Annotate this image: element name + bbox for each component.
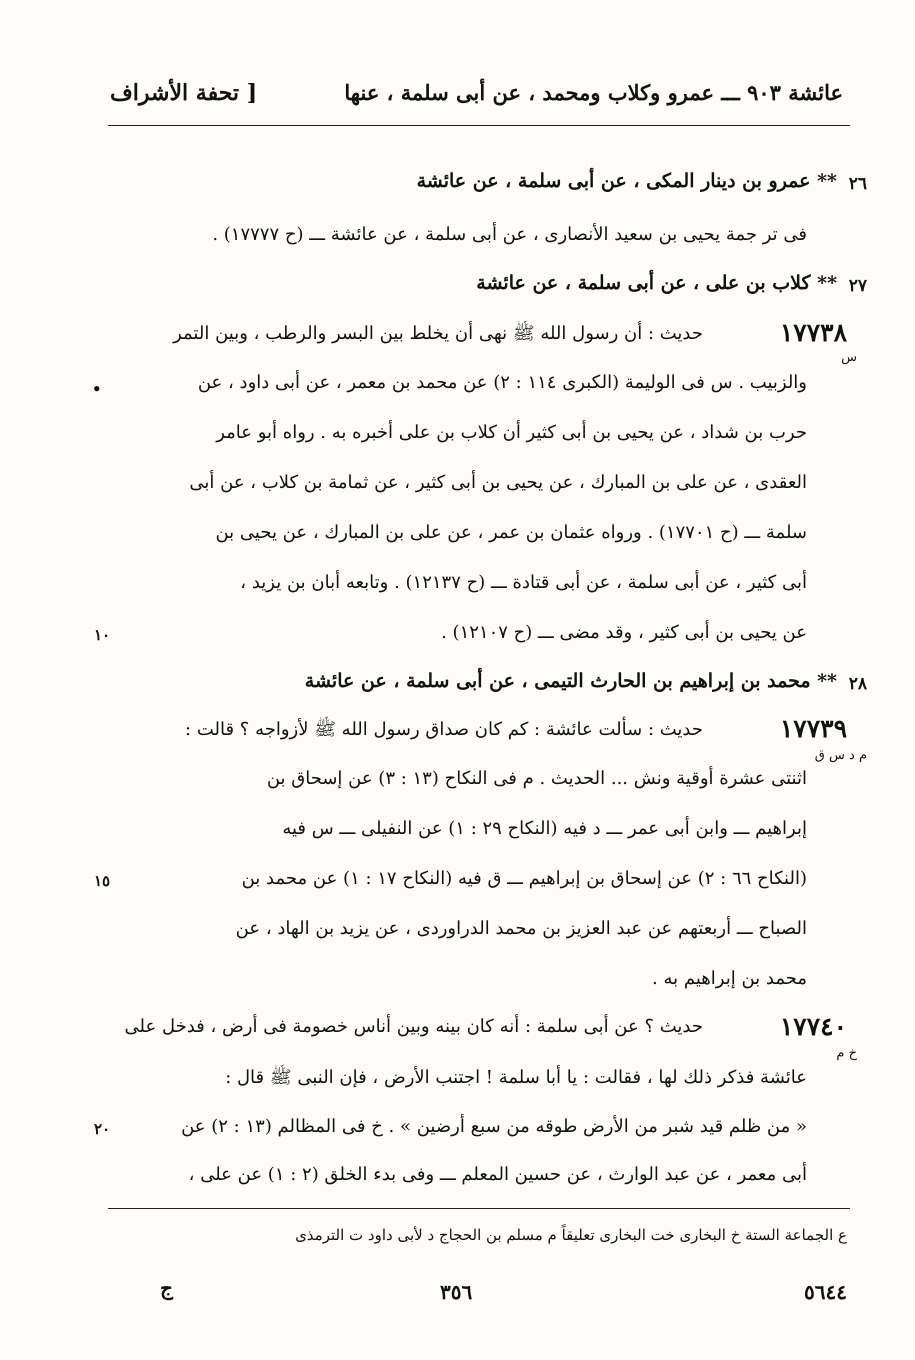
hadith-sigla: م د س ق: [814, 748, 867, 763]
hadith-sigla: خ م: [836, 1046, 857, 1061]
hadith-text-line: محمد بن إبراهيم به .: [652, 968, 807, 989]
margin-line-number: ١٠: [94, 626, 111, 644]
abbreviations-legend: ع الجماعة الستة خ البخارى خت البخارى تعليقاً م مسلم بن الحجاج د لأبى داود ت الترمذى: [295, 1226, 847, 1244]
header-rule: [108, 125, 850, 126]
hadith-text-line: أبى كثير ، عن أبى سلمة ، عن أبى قتادة ـــ (ح ١٢١٣٧) . وتابعه أبان بن يزيد ،: [240, 572, 807, 593]
cross-reference-line: فى تر جمة يحيى بن سعيد الأنصارى ، عن أبى سلمة ، عن عائشة ـــ (ح ١٧٧٧٧) .: [212, 224, 807, 245]
margin-line-number: ١٥: [94, 872, 111, 890]
hadith-text-line: العقدى ، عن على بن المبارك ، عن يحيى بن أبى كثير ، عن ثمامة بن كلاب ، عن أبى: [189, 472, 807, 493]
section-title: ** محمد بن إبراهيم بن الحارث التيمى ، عن أبى سلمة ، عن عائشة: [304, 670, 837, 692]
hadith-sigla: س: [841, 350, 857, 365]
hadith-text-line: عن يحيى بن أبى كثير ، وقد مضى ـــ (ح ١٢١٠٧) .: [441, 622, 807, 643]
hadith-text-line: « من ظلم قيد شبر من الأرض طوقه من سبع أرضين » . خ فى المظالم (١٣ : ٢) عن: [181, 1116, 807, 1137]
section-number: ٢٧: [848, 276, 867, 296]
signature-mark: ج: [160, 1276, 173, 1300]
section-number: ٢٨: [848, 674, 867, 694]
hadith-text-line: إبراهيم ـــ وابن أبى عمر ـــ د فيه (النكاح ٢٩ : ١) عن النفيلى ـــ س فيه: [282, 818, 807, 839]
margin-dot: •: [92, 380, 102, 398]
hadith-text-line: حديث ؟ عن أبى سلمة : أنه كان بينه وبين أناس خصومة فى أرض ، فدخل على: [124, 1016, 703, 1037]
section-title: ** كلاب بن على ، عن أبى سلمة ، عن عائشة: [476, 272, 837, 294]
book-title: [ تحفة الأشراف: [110, 80, 258, 106]
section-number: ٢٦: [848, 174, 867, 194]
hadith-text-line: والزبيب . س فى الوليمة (الكبرى ١١٤ : ٢) عن محمد بن معمر ، عن أبى داود ، عن: [197, 372, 807, 393]
hadith-text-line: (النكاح ٦٦ : ٢) عن إسحاق بن إبراهيم ـــ ق فيه (النكاح ١٧ : ١) عن محمد بن: [241, 868, 807, 889]
hadith-text-line: حرب بن شداد ، عن يحيى بن أبى كثير أن كلاب بن على أخبره به . رواه أبو عامر: [216, 422, 807, 443]
running-header-title: عائشة ٩٠٣ ـــ عمرو وكلاب ومحمد ، عن أبى سلمة ، عنها: [344, 80, 843, 105]
hadith-text-line: الصباح ـــ أربعتهم عن عبد العزيز بن محمد الدراوردى ، عن يزيد بن الهاد ، عن: [235, 918, 807, 939]
section-title: ** عمرو بن دينار المكى ، عن أبى سلمة ، عن عائشة: [416, 170, 837, 192]
hadith-text-line: أبى معمر ، عن عبد الوارث ، عن حسين المعلم ـــ وفى بدء الخلق (٢ : ١) عن على ،: [188, 1164, 807, 1185]
hadith-number: ١٧٧٤٠: [779, 1012, 847, 1041]
hadith-number: ١٧٧٣٨: [779, 318, 847, 347]
hadith-text-line: سلمة ـــ (ح ١٧٧٠١) . ورواه عثمان بن عمر ، عن على بن المبارك ، عن يحيى بن: [215, 522, 807, 543]
hadith-number: ١٧٧٣٩: [779, 714, 847, 743]
hadith-text-line: اثنتى عشرة أوقية ونش ... الحديث . م فى النكاح (١٣ : ٣) عن إسحاق بن: [266, 768, 807, 789]
hadith-count: ٥٦٤٤: [804, 1280, 847, 1304]
legend-rule: [108, 1208, 850, 1209]
hadith-text-line: حديث : سألت عائشة : كم كان صداق رسول الله ﷺ لأزواجه ؟ قالت :: [185, 719, 703, 740]
hadith-text-line: حديث : أن رسول الله ﷺ نهى أن يخلط بين البسر والرطب ، وبين التمر: [173, 323, 703, 344]
margin-line-number: ٢٠: [94, 1120, 111, 1138]
page-number: ٣٥٦: [440, 1280, 473, 1304]
hadith-text-line: عائشة فذكر ذلك لها ، فقالت : يا أبا سلمة ! اجتنب الأرض ، فإن النبى ﷺ قال :: [225, 1067, 807, 1088]
